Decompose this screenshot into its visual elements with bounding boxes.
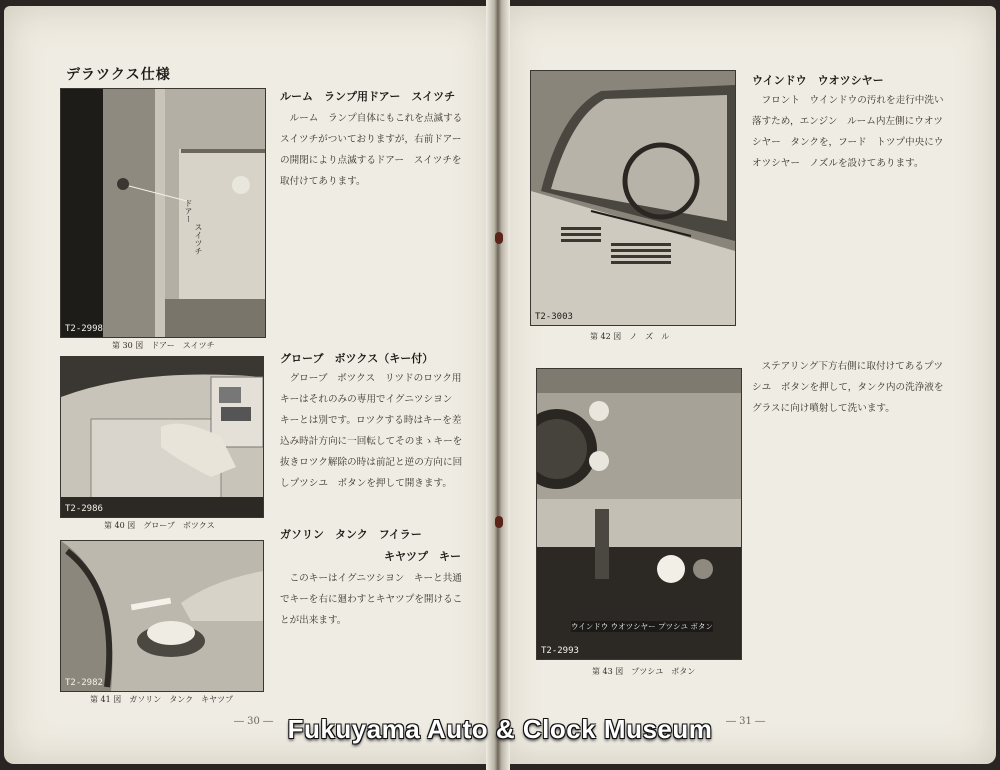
- glove-box-body: グローブ ボツクス リツドのロツク用キーはそれのみの専用でイグニツシヨン キーとは別です。ロツクする時はキーを差込み時計方向に一回転してそのまゝキーを抜きロツク解除の時は前記と逆の方向に回しプツシユ ボタンを押して開きます。: [280, 373, 463, 489]
- door-label-2: スイツチ: [194, 223, 203, 255]
- page-number-30: ― 30 ―: [234, 716, 274, 727]
- fuel-cap-body: このキーはイグニツシヨン キーと共通でキーを右に廻わすとキヤツプを開けることが出来ます。: [280, 573, 463, 626]
- push-button-body: ステアリング下方右側に取付けてあるプツシユ ボタンを押して，タンク内の洗浄液をグラスに向け噴射して洗います。: [752, 361, 944, 414]
- left-page: [4, 6, 494, 764]
- figure-30-caption: 第 30 図 ドアー スイツチ: [112, 341, 215, 350]
- figure-42-caption: 第 42 図 ノ ズ ル: [590, 332, 670, 341]
- glove-box-photo: [60, 356, 264, 518]
- fuel-cap-illustration: [61, 541, 263, 691]
- nozzle-photo: [530, 70, 736, 326]
- figure-41-caption: 第 41 図 ガソリン タンク キヤツプ: [90, 695, 234, 704]
- door-switch-photo: [60, 88, 266, 338]
- right-page: [500, 6, 996, 764]
- section-title: デラツクス仕様: [66, 67, 171, 83]
- fuel-cap-heading-1: ガソリン タンク フイラー: [280, 528, 422, 541]
- binding-hole-bottom: [495, 516, 503, 528]
- binding-hole-top: [495, 232, 503, 244]
- photo-code: T2-2986: [65, 504, 103, 514]
- push-button-label: ウインドウ ウオツシヤー プツシユ ボタン: [571, 622, 713, 631]
- washer-heading: ウインドウ ウオツシヤー: [752, 74, 884, 87]
- nozzle-illustration: [531, 71, 735, 325]
- door-switch-heading: ルーム ランプ用ドアー スイツチ: [280, 90, 456, 103]
- figure-43-caption: 第 43 図 プツシユ ボタン: [592, 667, 696, 676]
- photo-code: T2-2982: [65, 678, 103, 688]
- push-button-photo: [536, 368, 742, 660]
- door-switch-body: ルーム ランプ自体にもこれを点滅するスイツチがついておりますが，右前ドアーの開閉により点滅するドアー スイツチを取付けてあります。: [280, 113, 463, 187]
- fuel-cap-photo: [60, 540, 264, 692]
- door-switch-illustration: [61, 89, 265, 337]
- door-label-1: ドアー: [184, 199, 193, 223]
- fuel-cap-heading-2: キヤツプ キー: [384, 550, 461, 563]
- photo-code: T2-2993: [541, 646, 579, 656]
- washer-body: フロント ウインドウの汚れを走行中洗い落すため，エンジン ルーム内左側にウオツシヤー タンクを，フード トツプ中央にウオツシヤー ノズルを設けてあります。: [752, 95, 944, 169]
- figure-40-caption: 第 40 図 グローブ ボツクス: [104, 521, 215, 530]
- watermark: Fukuyama Auto & Clock Museum: [287, 714, 713, 744]
- glove-box-illustration: [61, 357, 263, 517]
- page-number-31: ― 31 ―: [726, 716, 766, 727]
- push-button-illustration: [537, 369, 741, 659]
- photo-code: T2-3003: [535, 312, 573, 322]
- glove-box-heading: グローブ ボツクス（キー付）: [280, 352, 434, 365]
- book-gutter: [486, 0, 510, 770]
- photo-code: T2-2998: [65, 324, 103, 334]
